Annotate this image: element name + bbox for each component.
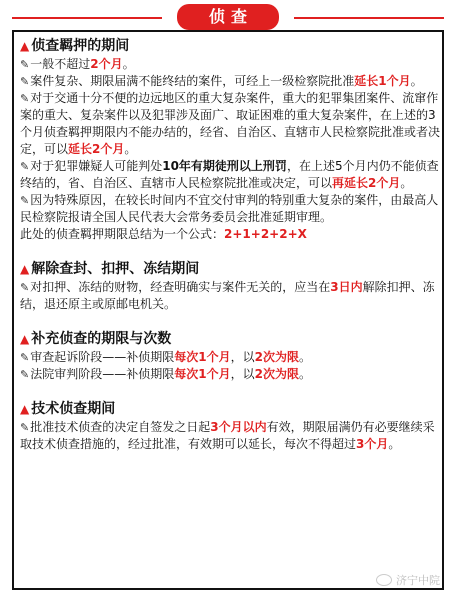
paragraph-text: 法院审判阶段——补侦期限 bbox=[30, 367, 175, 381]
paragraph-text: 对于交通十分不便的边远地区的重大复杂案件，重大的犯罪集团案件、流窜作案的重大、复杂案件以及犯罪涉及面广、取证困难的重大复杂案件，在上述的3个月侦查羁押期限内不能办结的，经省、自治区、直辖市人民检察院批准或者决定，可以 bbox=[20, 91, 441, 156]
paragraph-text: ，以 bbox=[230, 367, 255, 381]
paragraph-text: 。 bbox=[298, 350, 311, 364]
paragraph-text: 有效，期限届满仍有必要继续采取技术侦查措施的，经过批准，有效期可以延长，每次不得超过 bbox=[20, 420, 435, 451]
section-heading bbox=[20, 36, 440, 56]
highlight-text: 延长1个月 bbox=[354, 74, 411, 88]
watermark bbox=[376, 572, 440, 588]
paragraph-text: 批准技术侦查的决定自签发之日起 bbox=[30, 420, 211, 434]
pen-icon: ✎ bbox=[20, 351, 30, 364]
highlight-text: 2个月 bbox=[90, 57, 123, 71]
paragraph-text: 。 bbox=[400, 176, 413, 190]
title-divider-left bbox=[12, 17, 162, 19]
paragraph-text: 因为特殊原因，在较长时间内不宜交付审判的特别重大复杂的案件，由最高人民检察院报请全国人民代表大会常务委员会批准延期审理。 bbox=[20, 193, 439, 224]
paragraph-text: 案件复杂、期限届满不能终结的案件，可经上一级检察院批准 bbox=[30, 74, 355, 88]
paragraph bbox=[20, 366, 440, 383]
paragraph-text: 对于犯罪嫌疑人可能判处 bbox=[30, 159, 163, 173]
paragraph bbox=[20, 158, 440, 192]
paragraph bbox=[20, 73, 440, 90]
title-bar bbox=[12, 4, 444, 30]
pen-icon: ✎ bbox=[20, 421, 30, 434]
paragraph-text: 。 bbox=[298, 367, 311, 381]
title-divider-right bbox=[294, 17, 444, 19]
paragraph-text: ，以 bbox=[230, 350, 255, 364]
section-gap bbox=[20, 313, 440, 329]
paragraph-text: 一般不超过 bbox=[30, 57, 91, 71]
page-title: 侦查 bbox=[177, 4, 279, 30]
weibo-logo-icon bbox=[376, 574, 392, 586]
section-heading-text: 侦查羁押的期间 bbox=[31, 38, 130, 54]
pen-icon: ✎ bbox=[20, 194, 30, 207]
document-body bbox=[20, 36, 440, 453]
paragraph-text: 10年有期徒刑以上刑罚 bbox=[162, 159, 287, 173]
paragraph bbox=[20, 419, 440, 453]
section-heading-text: 解除查封、扣押、冻结期间 bbox=[31, 261, 200, 277]
section-heading-text: 技术侦查期间 bbox=[31, 401, 116, 417]
pen-icon: ✎ bbox=[20, 58, 30, 71]
highlight-text: 2次为限 bbox=[254, 350, 299, 364]
section-heading-text: 补充侦查的期限与次数 bbox=[31, 331, 172, 347]
highlight-text: 3日内 bbox=[330, 280, 363, 294]
paragraph bbox=[20, 279, 440, 313]
pen-icon: ✎ bbox=[20, 368, 30, 381]
paragraph-text: 。 bbox=[124, 142, 137, 156]
pen-icon: ✎ bbox=[20, 75, 30, 88]
paragraph-text: 。 bbox=[388, 437, 401, 451]
highlight-text: 3个月以内 bbox=[210, 420, 267, 434]
section-gap bbox=[20, 383, 440, 399]
section-heading bbox=[20, 329, 440, 349]
highlight-text: 每次1个月 bbox=[174, 367, 231, 381]
paragraph bbox=[20, 56, 440, 73]
red-triangle-icon: ▲ bbox=[20, 332, 30, 346]
highlight-text: 延长2个月 bbox=[68, 142, 125, 156]
paragraph-text: 解除扣押、冻结，退还原主或原邮电机关。 bbox=[20, 280, 435, 311]
highlight-text: 再延长2个月 bbox=[332, 176, 401, 190]
highlight-text: 2次为限 bbox=[254, 367, 299, 381]
paragraph bbox=[20, 226, 440, 243]
highlight-text: 每次1个月 bbox=[174, 350, 231, 364]
paragraph-text: 此处的侦查羁押期限总结为一个公式： bbox=[20, 227, 225, 241]
section-heading bbox=[20, 259, 440, 279]
red-triangle-icon: ▲ bbox=[20, 39, 30, 53]
paragraph-text: 审查起诉阶段——补侦期限 bbox=[30, 350, 175, 364]
section-heading bbox=[20, 399, 440, 419]
pen-icon: ✎ bbox=[20, 281, 30, 294]
paragraph bbox=[20, 90, 440, 158]
paragraph bbox=[20, 192, 440, 226]
highlight-text: 2+1+2+2+X bbox=[224, 227, 307, 241]
paragraph-text: ，在上述5个月内仍不能侦查终结的，省、自治区、直辖市人民检察院批准或决定，可以 bbox=[20, 159, 439, 190]
pen-icon: ✎ bbox=[20, 92, 30, 105]
highlight-text: 3个月 bbox=[356, 437, 389, 451]
paragraph-text: 对扣押、冻结的财物，经查明确实与案件无关的，应当在 bbox=[30, 280, 331, 294]
section-gap bbox=[20, 243, 440, 259]
red-triangle-icon: ▲ bbox=[20, 262, 30, 276]
red-triangle-icon: ▲ bbox=[20, 402, 30, 416]
paragraph bbox=[20, 349, 440, 366]
pen-icon: ✎ bbox=[20, 160, 30, 173]
paragraph-text: 。 bbox=[122, 57, 135, 71]
watermark-text: 济宁中院 bbox=[396, 574, 440, 587]
paragraph-text: 。 bbox=[410, 74, 423, 88]
